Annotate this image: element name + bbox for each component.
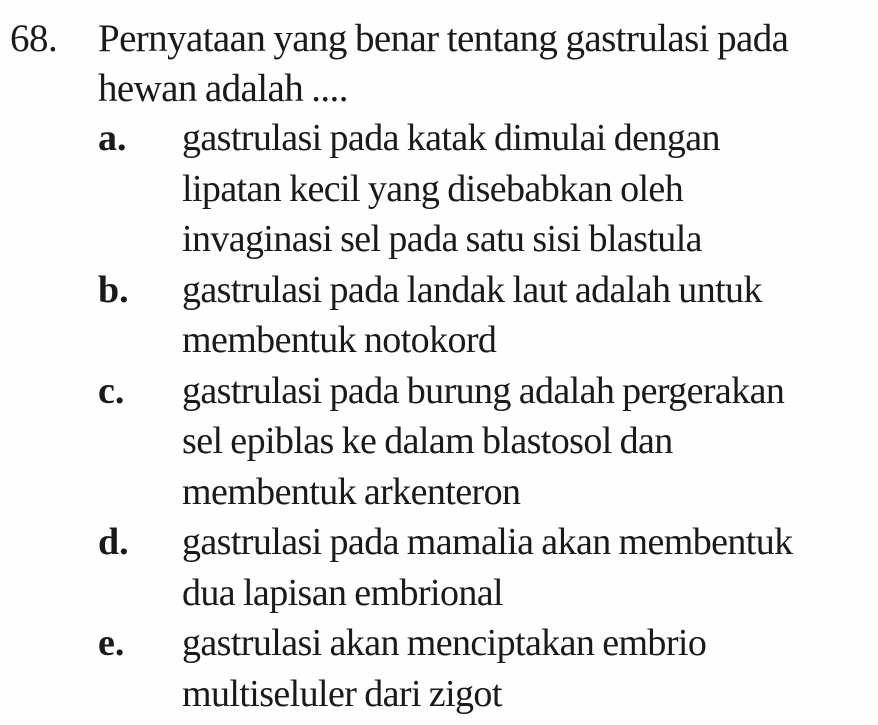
question-number: 68. bbox=[10, 17, 58, 60]
option-e[interactable] bbox=[98, 618, 873, 719]
option-letter: b. bbox=[98, 268, 129, 311]
question-stem bbox=[98, 14, 868, 114]
option-letter: d. bbox=[98, 521, 129, 563]
option-text-line: invaginasi sel pada satu sisi blastula bbox=[182, 218, 702, 260]
option-letter: c. bbox=[98, 369, 125, 412]
option-text-line: gastrulasi akan menciptakan embrio bbox=[182, 622, 707, 664]
option-text bbox=[182, 366, 873, 518]
option-text-line: dua lapisan embrional bbox=[182, 571, 503, 614]
option-text-line: gastrulasi pada landak laut adalah untuk bbox=[182, 268, 762, 311]
option-text-line: gastrulasi pada mamalia akan membentuk bbox=[182, 521, 793, 563]
option-d[interactable] bbox=[98, 517, 873, 618]
option-text-line: gastrulasi pada burung adalah pergerakan bbox=[182, 369, 785, 412]
option-c[interactable] bbox=[98, 366, 873, 518]
option-a[interactable] bbox=[98, 113, 873, 265]
option-b[interactable] bbox=[98, 265, 873, 366]
option-text bbox=[182, 113, 873, 265]
option-letter: a. bbox=[98, 117, 127, 159]
option-letter: e. bbox=[98, 622, 125, 664]
option-text-line: membentuk arkenteron bbox=[182, 470, 521, 513]
option-text bbox=[182, 618, 873, 719]
option-text-line: sel epiblas ke dalam blastosol dan bbox=[182, 420, 673, 462]
option-text-line: gastrulasi pada katak dimulai dengan bbox=[182, 117, 720, 159]
answer-options bbox=[98, 113, 873, 719]
option-text-line: membentuk notokord bbox=[182, 319, 497, 361]
option-text bbox=[182, 517, 873, 618]
question-stem-line: hewan adalah .... bbox=[98, 67, 348, 110]
option-text-line: multiseluler dari zigot bbox=[182, 672, 502, 715]
option-text-line: lipatan kecil yang disebabkan oleh bbox=[182, 167, 684, 210]
option-text bbox=[182, 265, 873, 366]
question-stem-line: Pernyataan yang benar tentang gastrulasi pada bbox=[98, 17, 789, 60]
